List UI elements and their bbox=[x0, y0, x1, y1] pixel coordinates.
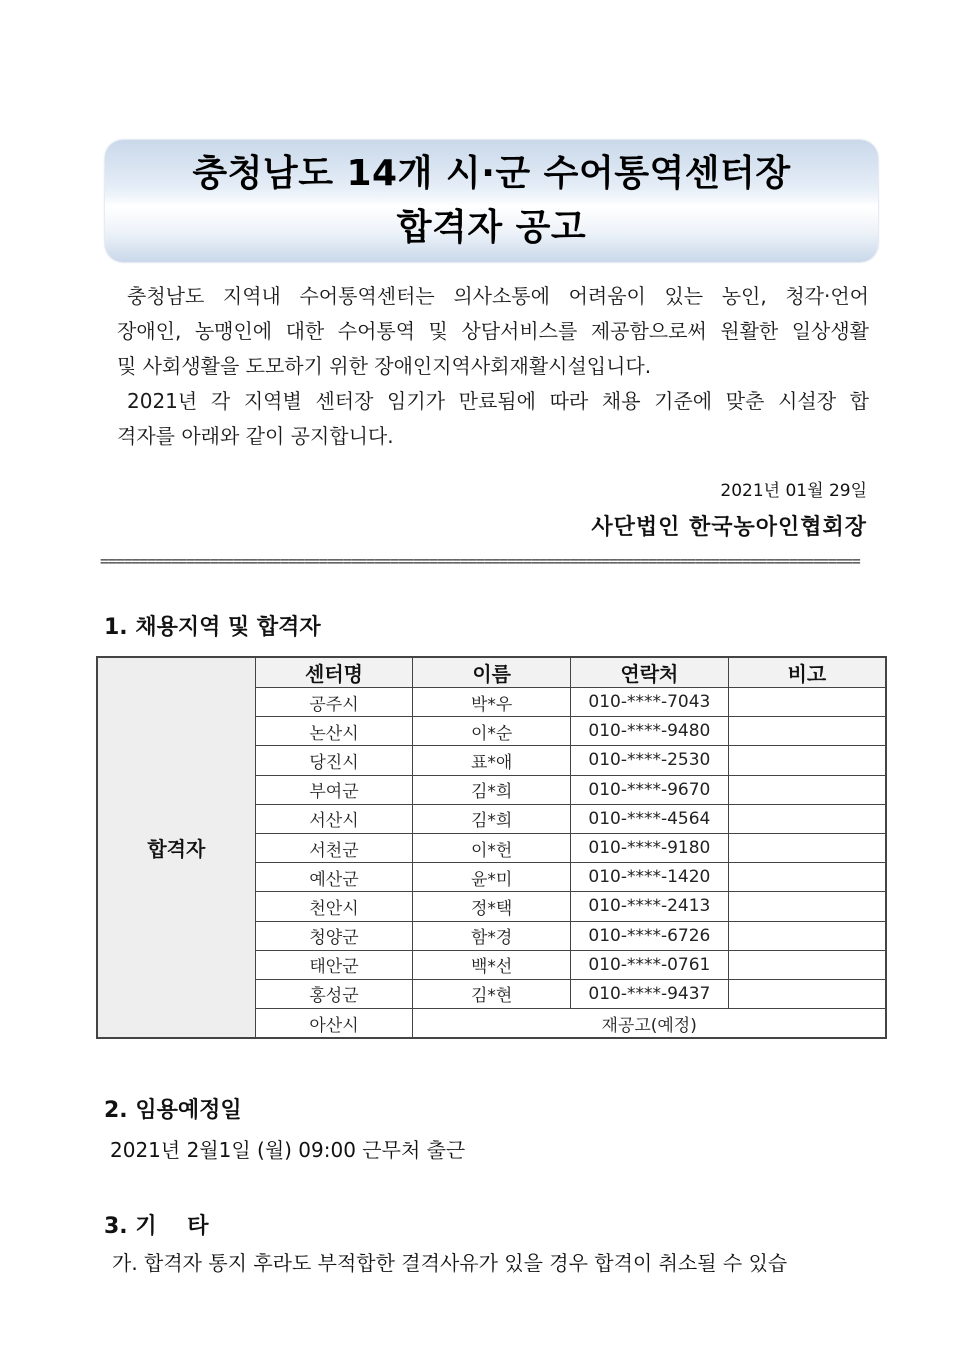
cell-name: 김*희 bbox=[413, 804, 571, 833]
signer: 사단법인 한국농아인협회장 bbox=[591, 515, 867, 540]
cell-center: 당진시 bbox=[255, 746, 413, 775]
intro-p2-line2: 격자를 아래와 같이 공지합니다. bbox=[117, 424, 394, 448]
section2-heading: 2. 임용예정일 bbox=[104, 1098, 242, 1123]
cell-note bbox=[728, 979, 886, 1008]
cell-note bbox=[728, 833, 886, 862]
cell-name: 백*선 bbox=[413, 950, 571, 979]
col-header-phone: 연락처 bbox=[570, 657, 728, 688]
title-line-1: 충청남도 14개 시·군 수어통역센터장 bbox=[192, 153, 791, 194]
intro-text bbox=[117, 279, 869, 454]
title-banner bbox=[105, 140, 878, 262]
cell-name: 박*우 bbox=[413, 688, 571, 717]
cell-phone: 010-****-7043 bbox=[570, 688, 728, 717]
announcement-date: 2021년 01월 29일 bbox=[720, 481, 867, 501]
cell-center: 논산시 bbox=[255, 717, 413, 746]
intro-p2-line1: 2021년 각 지역별 센터장 임기가 만료됨에 따라 채용 기준에 맞춘 시설장 합 bbox=[127, 389, 869, 413]
cell-note bbox=[728, 921, 886, 950]
cell-center: 예산군 bbox=[255, 863, 413, 892]
cell-center: 천안시 bbox=[255, 892, 413, 921]
section3-item-a: 가. 합격자 통지 후라도 부적합한 결격사유가 있을 경우 합격이 취소될 수 있습 bbox=[112, 1251, 788, 1275]
cell-name: 김*희 bbox=[413, 775, 571, 804]
cell-note bbox=[728, 863, 886, 892]
cell-name: 김*현 bbox=[413, 979, 571, 1008]
results-table bbox=[96, 656, 887, 1039]
cell-name: 이*헌 bbox=[413, 833, 571, 862]
cell-note bbox=[728, 688, 886, 717]
section2-text: 2021년 2월1일 (월) 09:00 근무처 출근 bbox=[110, 1138, 466, 1162]
cell-center: 서산시 bbox=[255, 804, 413, 833]
divider-line: ================================================================================================= bbox=[100, 552, 860, 570]
cell-phone: 010-****-2530 bbox=[570, 746, 728, 775]
intro-p1-line2: 장애인, 농맹인에 대한 수어통역 및 상담서비스를 제공함으로써 원활한 일상생활 bbox=[117, 319, 869, 343]
cell-phone: 010-****-2413 bbox=[570, 892, 728, 921]
row-label: 합격자 bbox=[97, 657, 255, 1038]
cell-center: 부여군 bbox=[255, 775, 413, 804]
cell-center: 홍성군 bbox=[255, 979, 413, 1008]
cell-center: 태안군 bbox=[255, 950, 413, 979]
cell-center: 아산시 bbox=[255, 1009, 413, 1039]
cell-name: 함*경 bbox=[413, 921, 571, 950]
cell-note bbox=[728, 950, 886, 979]
intro-p1-line1: 충청남도 지역내 수어통역센터는 의사소통에 어려움이 있는 농인, 청각·언어 bbox=[127, 284, 869, 308]
cell-phone: 010-****-9670 bbox=[570, 775, 728, 804]
intro-p1-line3: 및 사회생활을 도모하기 위한 장애인지역사회재활시설입니다. bbox=[117, 354, 652, 378]
cell-note bbox=[728, 892, 886, 921]
cell-center: 공주시 bbox=[255, 688, 413, 717]
table-header-row bbox=[97, 657, 886, 688]
cell-note bbox=[728, 746, 886, 775]
title-line-2: 합격자 공고 bbox=[396, 207, 587, 248]
cell-phone: 010-****-9437 bbox=[570, 979, 728, 1008]
cell-note bbox=[728, 804, 886, 833]
cell-note bbox=[728, 717, 886, 746]
cell-phone: 010-****-9480 bbox=[570, 717, 728, 746]
cell-name: 정*택 bbox=[413, 892, 571, 921]
cell-name: 이*순 bbox=[413, 717, 571, 746]
cell-center: 서천군 bbox=[255, 833, 413, 862]
cell-phone: 010-****-6726 bbox=[570, 921, 728, 950]
cell-readvertise: 재공고(예정) bbox=[413, 1009, 886, 1039]
cell-note bbox=[728, 775, 886, 804]
col-header-name: 이름 bbox=[413, 657, 571, 688]
cell-name: 윤*미 bbox=[413, 863, 571, 892]
cell-phone: 010-****-1420 bbox=[570, 863, 728, 892]
section3-heading: 3. 기 타 bbox=[104, 1214, 209, 1239]
cell-phone: 010-****-4564 bbox=[570, 804, 728, 833]
cell-phone: 010-****-9180 bbox=[570, 833, 728, 862]
col-header-note: 비고 bbox=[728, 657, 886, 688]
col-header-center: 센터명 bbox=[255, 657, 413, 688]
cell-name: 표*애 bbox=[413, 746, 571, 775]
cell-center: 청양군 bbox=[255, 921, 413, 950]
cell-phone: 010-****-0761 bbox=[570, 950, 728, 979]
section1-heading: 1. 채용지역 및 합격자 bbox=[104, 615, 321, 640]
